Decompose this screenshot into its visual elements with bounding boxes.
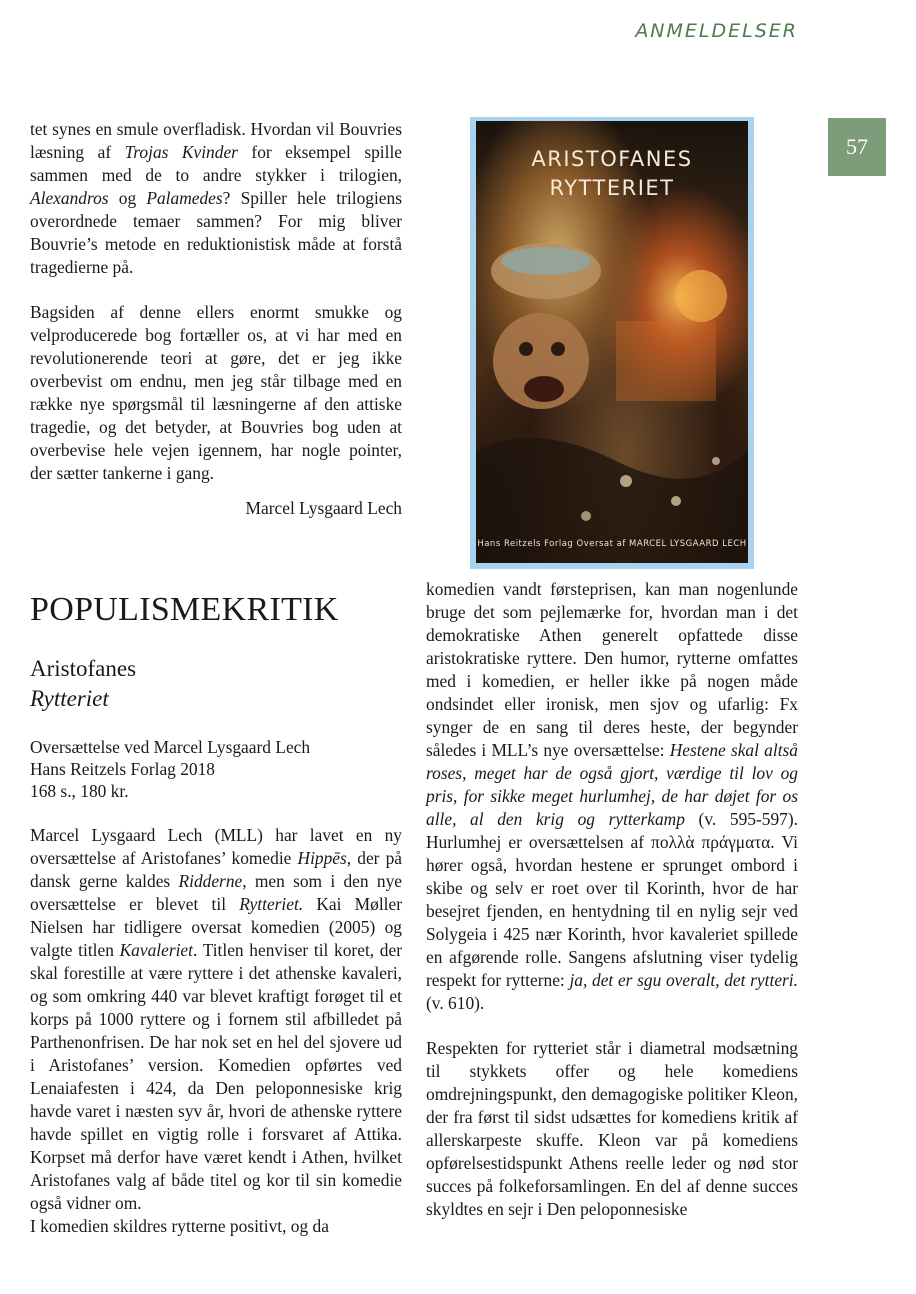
text-run: (v. 595-597). Hurlumhej er oversættelsen af πολλὰ πράγματα. Vi hører også, hvordan hestene er sprunget ombord i skibe og selv er roet over til Korinth, hvor de har besejret fjenden, en hentydning til en nylig sejr ved Solygeia i 425 nær Korinth, hvor kavaleriet spillede en afgørende rolle. Sangens afslutning viser tydelig respekt for rytterne:: [426, 809, 798, 990]
text-run: for eksempel spille sammen med de to andre stykker i trilogien,: [30, 142, 403, 185]
text-run: og: [108, 188, 147, 208]
text-run: , der på dansk gerne kaldes: [30, 848, 402, 891]
paragraph: [426, 578, 798, 1015]
text-run: komedien vandt førsteprisen, kan man nogenlunde bruge det som pejlemærke for, hvordan man i det demokratiske Athen generelt opfattede disse aristokratiske ryttere. Den humor, rytterne omfattes med i komedien, er heller ikke på nogen måde ondsindet eller ironisk, men sjov og ufarlig: Fx synger de en sang til deres heste, der begynder således i MLL’s nye oversættelse:: [426, 579, 798, 760]
text-run: , men som i den nye oversættelse er blevet til: [30, 871, 402, 914]
italic-text: ja, det er sgu overalt, det rytteri.: [569, 970, 798, 990]
publisher-line: Hans Reitzels Forlag 2018: [30, 759, 215, 779]
cover-publisher-credit: Hans Reitzels Forlag Oversat af MARCEL LYSGAARD LECH: [477, 539, 747, 549]
cover-book-title: RYTTERIET: [549, 176, 675, 200]
text-run: Marcel Lysgaard Lech (MLL) har lavet en ny oversættelse af Aristofanes’ komedie: [30, 825, 402, 868]
price-line: 168 s., 180 kr.: [30, 781, 129, 801]
paragraph: [30, 118, 402, 279]
italic-text: Kavaleriet: [119, 940, 193, 960]
paragraph: [30, 824, 402, 1215]
paragraph: [426, 1037, 798, 1221]
cover-title: [476, 145, 748, 203]
book-details: [30, 736, 402, 802]
review-continuation: [30, 118, 402, 520]
italic-text: Trojas Kvinder: [124, 142, 238, 162]
italic-text: Alexandros: [30, 188, 109, 208]
text-run: Bagsiden af denne ellers enormt smukke og velproducerede bog fortæller os, at vi har med en revolutionerende teori at gøre, det er jeg ikke overbevist om endnu, men jeg står tilbage med en række nye spørgsmål til læsningerne af den attiske tragedie, og det betyder, at Bouvries bog uden at overbevise hele vejen igennem, har nogle pointer, der sætter tankerne i gang.: [30, 302, 402, 483]
text-run: tet synes en smule overfladisk. Hvordan vil Bouvries læsning af: [30, 119, 402, 162]
cover-artwork: [476, 121, 748, 563]
page-number: 57: [828, 118, 886, 176]
section-title: POPULISMEKRITIK: [30, 591, 339, 628]
text-run: ? Spiller hele trilogiens overordnede temaer sammen? For mig bliver Bouvrie’s metode en reduktionistisk måde at forstå tragedierne på.: [30, 188, 402, 277]
italic-text: Rytteriet.: [239, 894, 304, 914]
italic-text: Ridderne: [178, 871, 243, 891]
review-right-column: [426, 578, 798, 1221]
italic-text: Hippēs: [297, 848, 347, 868]
paragraph: [30, 301, 402, 485]
book-title: Rytteriet: [30, 686, 109, 711]
text-run: . Titlen henviser til koret, der skal forestille at være ryttere i det athenske kavaleri, og som omkring 440 var blevet kraftigt forøget til et korps på 1000 ryttere og i fornem stil afbilledet på Parthenonfrisen. De har nok set en hel del sjovere ud i Aristofanes’ version. Komedien opførtes ved Lenaiafesten i 424, da Den peloponnesiske krig havde varet i næsten syv år, hvori de athenske ryttere havde spillet en vigtig rolle i forsvaret af Attika. Korpset må derfor have været kendt i Athen, hvilket Aristofanes valg af både titel og kor til sin komedie også vidner om.: [30, 940, 402, 1213]
running-head: ANMELDELSER: [635, 20, 798, 42]
italic-text: Palamedes: [146, 188, 223, 208]
text-run: Kai Møller Nielsen har tidligere oversat komedien (2005) og valgte titlen: [30, 894, 403, 960]
book-cover: [470, 117, 754, 569]
review-left-column: [30, 590, 402, 1238]
cover-author: ARISTOFANES: [531, 147, 693, 171]
text-run: Respekten for rytteriet står i diametral modsætning til stykkets offer og hele komediens omdrejningspunkt, den demagogiske politiker Kleon, der fra først til sidst udsættes for komediens kritik af allerskarpeste skuffe. Kleon var på komediens opførelsestidspunkt Athens reelle leder og nød stor succes på folkeforsamlingen. En del af denne succes skyldtes en sejr i Den peloponnesiske: [426, 1038, 798, 1219]
text-run: I komedien skildres rytterne positivt, og da: [30, 1216, 329, 1236]
translator-line: Oversættelse ved Marcel Lysgaard Lech: [30, 737, 311, 757]
italic-text: Hestene skal altså roses, meget har de også gjort, værdige til lov og pris, for sikke meget hurlumhej, de har døjet for os alle, al den krig og rytterkamp: [426, 740, 798, 829]
text-run: (v. 610).: [426, 993, 485, 1013]
paragraph: [30, 1215, 402, 1238]
reviewer-signature: Marcel Lysgaard Lech: [245, 498, 402, 518]
book-author: Aristofanes: [30, 656, 137, 681]
